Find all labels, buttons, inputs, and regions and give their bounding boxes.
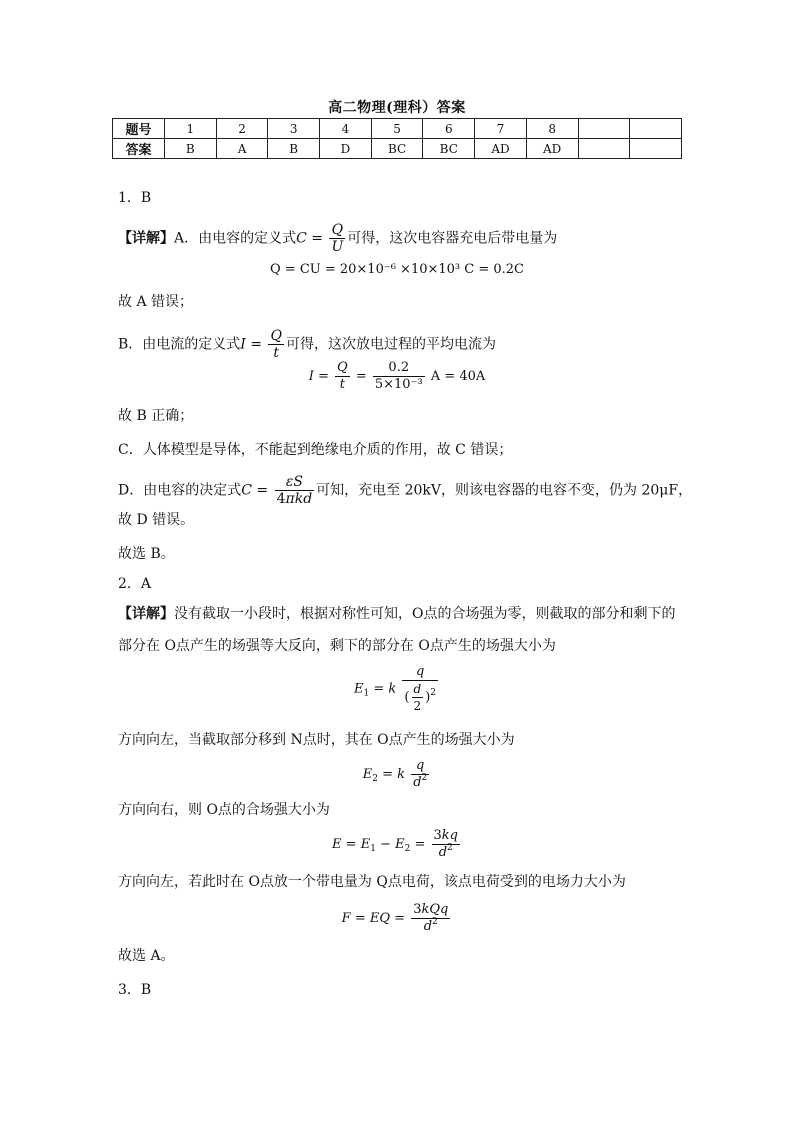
q3-heading: 3．B: [118, 982, 152, 998]
table-cell: [578, 139, 630, 159]
q2-formula-f: F = EQ = $\frac{\text{3kQq}}{d^2}$: [341, 902, 449, 934]
table-cell: D: [320, 139, 372, 159]
table-header-cell: 题号: [113, 119, 165, 139]
table-cell: 5: [371, 119, 423, 139]
table-cell: A: [216, 139, 268, 159]
table-cell: 7: [475, 119, 527, 139]
q1-a-text-after: 可得，这次电容器充电后带电量为: [347, 230, 558, 247]
q1-d-text-after: 可知，充电至 20kV，则该电容器的电容不变，仍为 20μF，: [316, 482, 693, 499]
table-cell: [630, 139, 682, 159]
table-header-cell: 答案: [113, 139, 165, 159]
page-title: 高二物理(理科）答案: [328, 100, 466, 116]
q1-a-line: 【详解】A．由电容的定义式C = $\frac{Q}{U}$ 可得，这次电容器充电后带电量为: [118, 222, 558, 255]
q1-b-line: B．由电流的定义式I = $\frac{Q}{t}$ 可得，这次放电过程的平均电流为: [118, 328, 496, 361]
q1-d-fraction: $\frac{\varepsilon S}{\text{4πkd}}$: [276, 474, 313, 507]
table-cell: 6: [423, 119, 475, 139]
q1-a-formula: Q = CU = 20×10⁻⁶ ×10×10³ C = 0.2C: [270, 262, 524, 277]
table-row: [113, 119, 682, 139]
table-cell: 1: [165, 119, 217, 139]
table-cell: B: [165, 139, 217, 159]
q1-d-text-before: D．由电容的决定式: [118, 482, 242, 499]
table-cell: 8: [526, 119, 578, 139]
table-cell: AD: [526, 139, 578, 159]
q1-a-fraction: $\frac{Q}{U}$: [331, 222, 344, 255]
q1-heading: 1．B: [118, 190, 152, 206]
table-cell: B: [268, 139, 320, 159]
q1-a-text-before: A．由电容的定义式: [174, 230, 297, 247]
detail-tag: 【详解】: [118, 230, 174, 247]
q2-final: 故选 A。: [118, 948, 175, 964]
table-row: [113, 139, 682, 159]
answer-table: [112, 118, 682, 159]
table-cell: BC: [371, 139, 423, 159]
q2-line4: 方向向右，则 O点的合场强大小为: [118, 802, 330, 818]
q1-a-conclusion: 故 A 错误；: [118, 294, 194, 310]
q1-b-text-before: B．由电流的定义式: [118, 336, 241, 353]
q2-line1: 【详解】没有截取一小段时，根据对称性可知，O点的合场强为零，则截取的部分和剩下的: [118, 606, 676, 622]
table-cell: 3: [268, 119, 320, 139]
table-cell: [630, 119, 682, 139]
q1-b-conclusion: 故 B 正确；: [118, 408, 194, 424]
q2-line5: 方向向左，若此时在 O点放一个带电量为 Q点电荷，该点电荷受到的电场力大小为: [118, 874, 626, 890]
q1-d-conclusion: 故 D 错误。: [118, 512, 195, 528]
q2-formula-e: $E = E_1 - E_2$ = $\frac{3kq}{d^2}$: [332, 828, 458, 860]
q1-d-line: D．由电容的决定式C = $\frac{\varepsilon S}{\text{4πkd}}$ 可知，充电至 20kV，则该电容器的电容不变，仍为 20μF，: [118, 474, 693, 507]
q1-b-fraction: $\frac{Q}{t}$: [270, 328, 282, 361]
q1-b-text-after: 可得，这次放电过程的平均电流为: [285, 336, 496, 353]
q1-final: 故选 B。: [118, 546, 175, 562]
table-cell: AD: [475, 139, 527, 159]
q2-line2: 部分在 O点产生的场强等大反向，剩下的部分在 O点产生的场强大小为: [118, 638, 556, 654]
q2-formula-e2: $E_2 = k$ $\frac{q}{d^2}$: [362, 758, 428, 790]
q2-formula-e1: $E_1 = k$ q ( $\frac{d}{2}$ )$^2$: [353, 664, 436, 713]
table-cell: [578, 119, 630, 139]
table-cell: 2: [216, 119, 268, 139]
q1-b-formula: I = $\frac{Q}{t}$ = $\frac{0.2}{\text{5×10⁻³}}$ A = 40A: [308, 360, 486, 392]
q2-heading: 2．A: [118, 576, 152, 592]
table-cell: 4: [320, 119, 372, 139]
q2-line3: 方向向左，当截取部分移到 N点时，其在 O点产生的场强大小为: [118, 732, 515, 748]
q1-c-text: C．人体模型是导体，不能起到绝缘电介质的作用，故 C 错误；: [118, 442, 513, 458]
table-cell: BC: [423, 139, 475, 159]
